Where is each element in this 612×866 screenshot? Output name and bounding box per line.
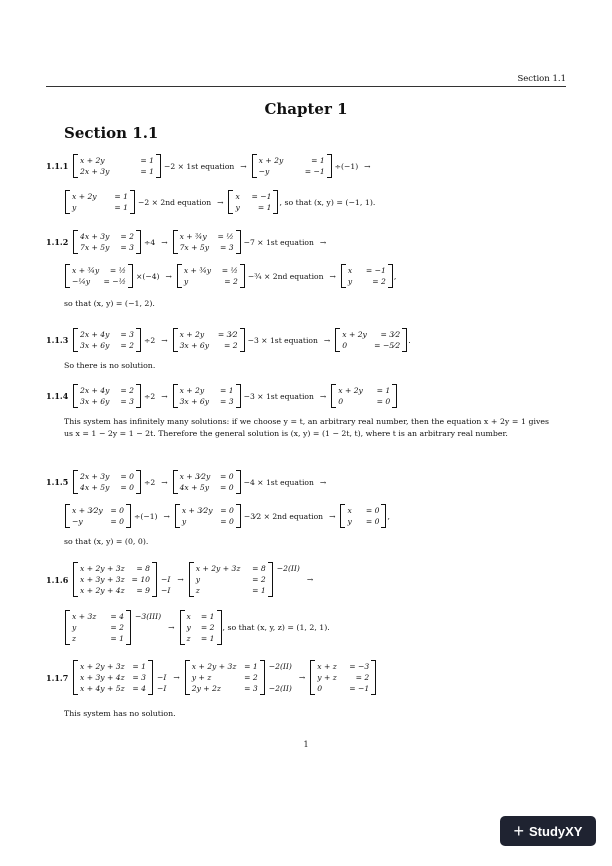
matrix-row: y = 0 [181, 517, 234, 526]
row-operation [277, 574, 300, 585]
row-operation [135, 633, 161, 644]
matrix [173, 384, 241, 408]
matrix-row: 2x + 4y = 2 [80, 386, 134, 395]
arrow-icon: → [319, 391, 327, 401]
problem-number: 1.1.5 [46, 477, 69, 487]
matrix-row: x + 2y = 3⁄2 [342, 330, 401, 339]
arrow-icon: → [298, 673, 306, 682]
matrix-row: 2x + 4y = 3 [80, 330, 134, 339]
arrow-icon: → [161, 335, 168, 345]
matrix-row: x + 2y = 1 [179, 386, 234, 395]
row-operations [277, 563, 300, 596]
result-text: , [387, 511, 390, 521]
arrow-icon: → [306, 575, 314, 584]
matrix-row: x + 2y + 3z = 8 [80, 564, 150, 573]
arrow-icon: → [168, 623, 175, 632]
arrow-icon: → [165, 271, 172, 281]
matrix-row: x + 2y = 1 [72, 192, 128, 201]
problem-1-1-2-line-1 [46, 230, 330, 254]
matrix [73, 328, 141, 352]
matrix [65, 264, 133, 288]
matrix [173, 470, 241, 494]
matrix-row: x = 1 [186, 612, 215, 621]
matrix-row: y = 0 [347, 517, 380, 526]
arrow-icon: → [161, 391, 168, 401]
matrix [73, 470, 141, 494]
matrix [177, 264, 245, 288]
arrow-icon: → [173, 673, 180, 682]
matrix [228, 190, 278, 214]
matrix-row: x + 2y + 3z = 1 [191, 662, 258, 671]
result-text: . [408, 335, 411, 345]
matrix-row: y = 1 [235, 203, 272, 212]
matrix-row: y = 2 [186, 623, 215, 632]
matrix [73, 154, 161, 178]
matrix-row: x + 3⁄2y = 0 [181, 506, 234, 515]
problem-1-1-7 [46, 660, 377, 695]
problem-number: 1.1.4 [46, 391, 69, 401]
arrow-icon: → [163, 511, 170, 521]
row-operation: −I [161, 586, 171, 595]
running-head: Section 1.1 [517, 74, 566, 84]
matrix-row: −y = 0 [72, 517, 124, 526]
matrix [340, 504, 386, 528]
chapter-title: Chapter 1 [264, 100, 348, 118]
matrix-row: y = 2 [347, 277, 386, 286]
matrix [341, 264, 393, 288]
row-operation: ÷2 [144, 335, 156, 345]
row-operation: −¾ × 2nd equation [247, 271, 324, 281]
row-operations [161, 563, 170, 596]
arrow-icon: → [161, 237, 168, 247]
arrow-icon: → [323, 335, 331, 345]
matrix [73, 230, 141, 254]
matrix-row: z = 1 [195, 586, 266, 595]
problem-1-1-6-line-1 [46, 562, 317, 597]
studyxy-logo[interactable] [500, 816, 596, 846]
matrix-row: 0 = −5⁄2 [342, 341, 401, 350]
row-operation: −7 × 1st equation [243, 237, 314, 247]
row-operation [269, 672, 292, 683]
matrix [185, 660, 265, 695]
section-title: Section 1.1 [64, 124, 159, 142]
result-text: , [393, 271, 397, 281]
matrix-row: 0 = −1 [317, 684, 370, 693]
matrix-row: x + 2y + 3z = 1 [80, 662, 146, 671]
conclusion: so that (x, y) = (−1, 2). [64, 299, 155, 308]
row-operation: ÷(−1) [134, 511, 158, 521]
matrix [331, 384, 397, 408]
matrix-row: x + 2y = 1 [258, 156, 325, 165]
matrix-row: x + 2y = 1 [338, 386, 391, 395]
row-operation [161, 563, 170, 574]
matrix-row: x + 3⁄2y = 0 [72, 506, 124, 515]
matrix-row: x + 2y + 4z = 9 [80, 586, 150, 595]
arrow-icon: → [364, 161, 371, 171]
arrow-icon: → [319, 237, 327, 247]
row-operations [157, 661, 166, 694]
matrix-row: 2x + 3y = 1 [80, 167, 154, 176]
matrix-row: x + ¾y = ½ [179, 232, 234, 241]
matrix [65, 190, 135, 214]
problem-1-1-3 [46, 328, 411, 352]
arrow-icon: → [329, 271, 336, 281]
conclusion: So there is no solution. [64, 361, 156, 370]
matrix-row: 2y + 2z = 3 [191, 684, 258, 693]
row-operation: ×(−4) [136, 271, 160, 281]
matrix-row: x + 3z = 4 [72, 612, 124, 621]
problem-1-1-5-line-2 [64, 504, 390, 528]
row-operations [269, 661, 292, 694]
matrix-row: x + 2y = 1 [80, 156, 154, 165]
matrix [175, 504, 241, 528]
matrix-row: −¼y = −½ [72, 277, 126, 286]
row-operation: ÷(−1) [334, 161, 359, 171]
arrow-icon: → [161, 477, 168, 487]
arrow-icon: → [240, 161, 247, 171]
matrix-row: x + 3y + 4z = 3 [80, 673, 146, 682]
row-operation: −2 × 2nd equation [138, 197, 212, 207]
matrix-row: x + 3⁄2y = 0 [179, 472, 234, 481]
row-operation: −I [161, 575, 171, 584]
matrix-row: x = −1 [235, 192, 272, 201]
plus-icon: + [513, 821, 525, 841]
page-number: 1 [303, 740, 309, 749]
header-rule [46, 86, 566, 87]
problem-1-1-4 [46, 384, 398, 408]
matrix-row: y + z = 2 [317, 673, 370, 682]
conclusion: This system has no solution. [64, 709, 176, 718]
matrix-row: z = 1 [186, 634, 215, 643]
problem-1-1-5-line-1 [46, 470, 330, 494]
row-operation: −2(II) [268, 684, 292, 693]
matrix-row: 0 = 0 [338, 397, 391, 406]
matrix-row: 7x + 5y = 3 [80, 243, 134, 252]
problem-number: 1.1.1 [46, 161, 69, 171]
matrix [73, 384, 141, 408]
matrix-row: 4x + 5y = 0 [179, 483, 234, 492]
conclusion: This system has infinitely many solutions: if we choose y = t, an arbitrary real number, then the equation x + 2y = 1 gives us x = 1 − 2y = 1 − 2t. Therefore the general solution is (x, y) = (1 − 2t, t), where t is an arbitrary real number. [64, 417, 549, 438]
row-operation: −3(III) [135, 612, 162, 621]
matrix-row: 3x + 6y = 2 [179, 341, 238, 350]
row-operation: −2(II) [268, 662, 292, 671]
matrix-row: y = 2 [72, 623, 124, 632]
result-text: , so that (x, y) = (−1, 1). [279, 197, 376, 207]
problem-1-1-1-line-2 [64, 190, 375, 214]
matrix [252, 154, 332, 178]
matrix [65, 610, 131, 645]
matrix-row: z = 1 [72, 634, 124, 643]
matrix-row: x + ¾y = ½ [72, 266, 126, 275]
matrix-row: y = 2 [195, 575, 266, 584]
result-text: , so that (x, y, z) = (1, 2, 1). [222, 623, 330, 632]
matrix-row: 4x + 5y = 0 [80, 483, 134, 492]
matrix [173, 328, 245, 352]
matrix [65, 504, 131, 528]
matrix [73, 562, 157, 597]
matrix-row: 3x + 6y = 2 [80, 341, 134, 350]
matrix-row: 3x + 6y = 3 [80, 397, 134, 406]
row-operation: −2 × 1st equation [164, 161, 235, 171]
matrix [173, 230, 241, 254]
matrix-row: 4x + 3y = 2 [80, 232, 134, 241]
row-operation: −3⁄2 × 2nd equation [243, 511, 324, 521]
row-operation [277, 585, 300, 596]
conclusion: so that (x, y) = (0, 0). [64, 537, 149, 546]
matrix-row: x + z = −3 [317, 662, 370, 671]
matrix-row: y = 1 [72, 203, 128, 212]
matrix [189, 562, 273, 597]
row-operation: −3 × 1st equation [243, 391, 314, 401]
matrix-row: x + 4y + 5z = 4 [80, 684, 146, 693]
problem-number: 1.1.6 [46, 574, 69, 585]
problem-1-1-2-line-2 [64, 264, 396, 288]
matrix-row: x + ¾y = ½ [183, 266, 238, 275]
problem-1-1-1-line-1 [46, 154, 375, 178]
arrow-icon: → [329, 511, 336, 521]
matrix-row: x + 2y = 3⁄2 [179, 330, 238, 339]
problem-number: 1.1.7 [46, 672, 69, 683]
row-operation: −I [157, 684, 167, 693]
matrix-row: 2x + 3y = 0 [80, 472, 134, 481]
matrix-row: 3x + 6y = 3 [179, 397, 234, 406]
matrix [73, 660, 153, 695]
row-operations [135, 611, 161, 644]
row-operation: −3 × 1st equation [247, 335, 318, 345]
row-operation: −2(II) [276, 564, 300, 573]
arrow-icon: → [319, 477, 327, 487]
arrow-icon: → [217, 197, 224, 207]
problem-number: 1.1.3 [46, 335, 69, 345]
matrix-row: y = 2 [183, 277, 238, 286]
matrix-row: x + 3y + 3z = 10 [80, 575, 150, 584]
row-operation [157, 661, 166, 672]
problem-number: 1.1.2 [46, 237, 69, 247]
matrix-row: y + z = 2 [191, 673, 258, 682]
logo-text: StudyXY [529, 823, 583, 839]
row-operation: ÷4 [144, 237, 156, 247]
matrix-row: x + 2y + 3z = 8 [195, 564, 266, 573]
matrix-row: −y = −1 [258, 167, 325, 176]
row-operation: −4 × 1st equation [243, 477, 314, 487]
matrix-row: x = 0 [347, 506, 380, 515]
matrix [310, 660, 376, 695]
row-operation: −I [157, 673, 167, 682]
arrow-icon: → [177, 575, 184, 584]
matrix-row: x = −1 [347, 266, 386, 275]
matrix [335, 328, 407, 352]
row-operation: ÷2 [144, 477, 156, 487]
row-operation [135, 622, 161, 633]
problem-1-1-6-line-2 [64, 610, 330, 645]
row-operation: ÷2 [144, 391, 156, 401]
matrix [180, 610, 222, 645]
matrix-row: 7x + 5y = 3 [179, 243, 234, 252]
